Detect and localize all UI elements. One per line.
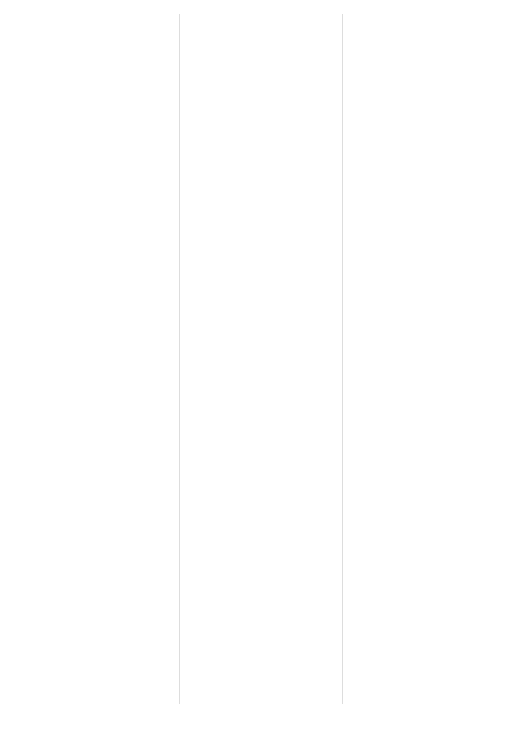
column-left [18, 14, 169, 704]
column-right [342, 14, 494, 704]
column-middle [179, 14, 331, 704]
page [18, 14, 494, 704]
